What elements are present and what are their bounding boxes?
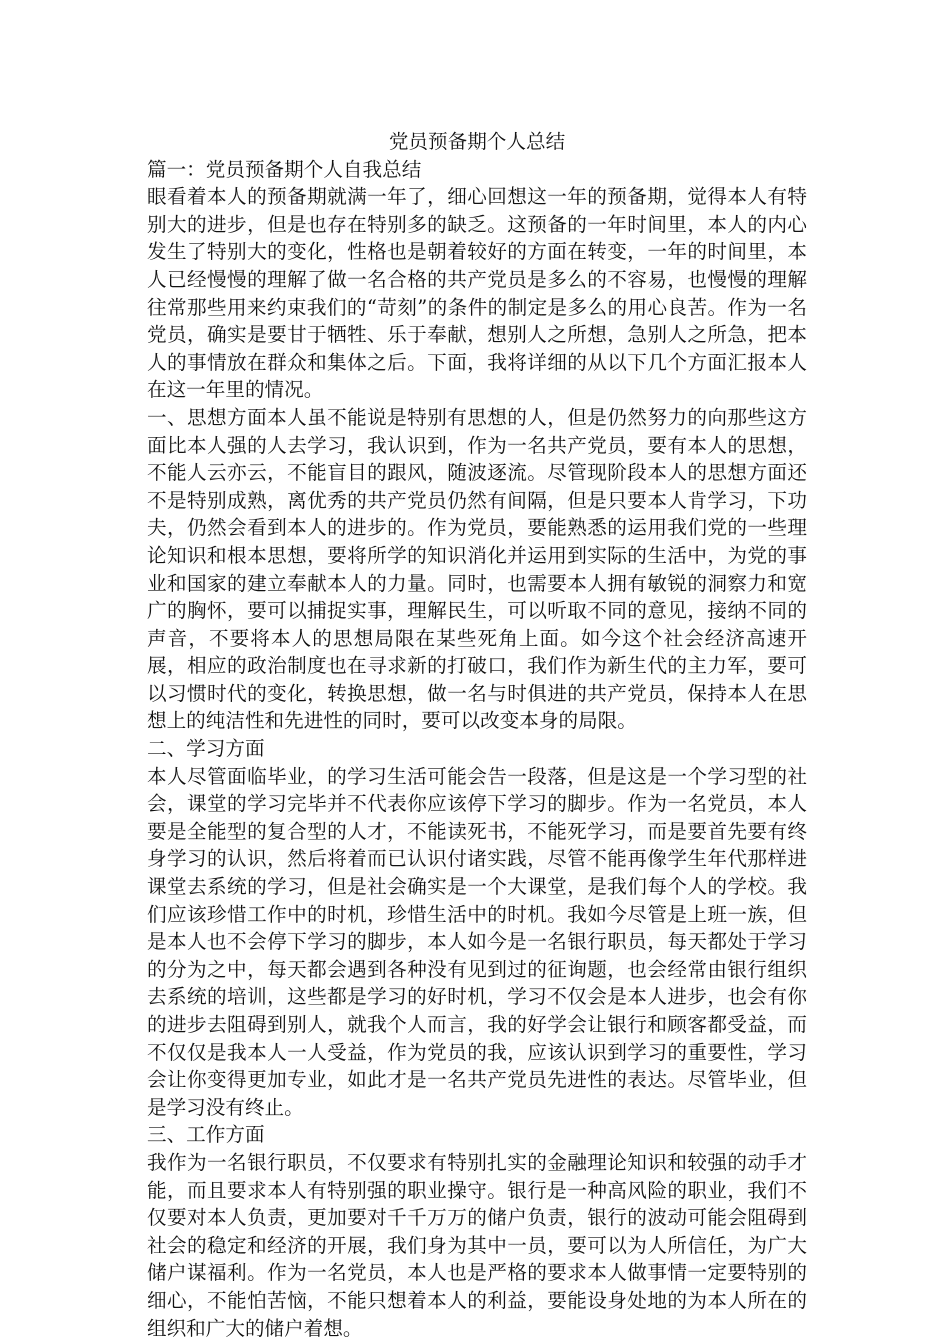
document-subtitle: 篇一：党员预备期个人自我总结 bbox=[147, 157, 422, 181]
document-title: 党员预备期个人总结 bbox=[388, 130, 566, 153]
document-page bbox=[147, 128, 807, 1342]
paragraph-study: 本人尽管面临毕业，的学习生活可能会告一段落，但是这是一个学习型的社会，课堂的学习完毕并不代表你应该停下学习的脚步。作为一名党员，本人要是全能型的复合型的人才，不能读死书，不能死学习，而是要首先要有终身学习的认识，然后将着而已认识付诸实践，尽管不能再像学生年代那样进课堂去系统的学习，但是社会确实是一个大课堂，是我们每个人的学校。我们应该珍惜工作中的时机，珍惜生活中的时机。我如今尽管是上班一族，但是本人也不会停下学习的脚步，本人如今是一名银行职员，每天都处于学习的分为之中，每天都会遇到各种没有见到过的征询题，也会经常由银行组织去系统的培训，这些都是学习的好时机，学习不仅会是本人进步，也会有你的进步去阻碍到别人，就我个人而言，我的好学会让银行和顾客都受益，而不仅仅是我本人一人受益，作为党员的我，应该认识到学习的重要性，学习会让你变得更加专业，如此才是一名共产党员先进性的表达。尽管毕业，但是学习没有终止。 bbox=[147, 764, 807, 1119]
paragraph-thought: 一、思想方面本人虽不能说是特别有思想的人，但是仍然努力的向那些这方面比本人强的人去学习，我认识到，作为一名共产党员，要有本人的思想，不能人云亦云，不能盲目的跟风，随波逐流。尽管现阶段本人的思想方面还不是特别成熟，离优秀的共产党员仍然有间隔，但是只要本人肯学习，下功夫，仍然会看到本人的进步的。作为党员，要能熟悉的运用我们党的一些理论知识和根本思想，要将所学的知识消化并运用到实际的生活中，为党的事业和国家的建立奉献本人的力量。同时，也需要本人拥有敏锐的洞察力和宽广的胸怀，要可以捕捉实事，理解民生，可以听取不同的意见，接纳不同的声音，不要将本人的思想局限在某些死角上面。如今这个社会经济高速开展，相应的政治制度也在寻求新的打破口，我们作为新生代的主力军，要可以习惯时代的变化，转换思想，做一名与时俱进的共产党员，保持本人在思想上的纯洁性和先进性的同时，要可以改变本身的局限。 bbox=[147, 405, 807, 733]
section-heading-work: 三、工作方面 bbox=[147, 1123, 265, 1147]
paragraph-intro: 眼看着本人的预备期就满一年了，细心回想这一年的预备期，觉得本人有特别大的进步，但是也存在特别多的缺乏。这预备的一年时间里，本人的内心发生了特别大的变化，性格也是朝着较好的方面在转变，一年的时间里，本人已经慢慢的理解了做一名合格的共产党员是多么的不容易，也慢慢的理解往常那些用来约束我们的“苛刻”的条件的制定是多么的用心良苦。作为一名党员，确实是要甘于牺牲、乐于奉献，想别人之所想，急别人之所急，把本人的事情放在群众和集体之后。下面，我将详细的从以下几个方面汇报本人在这一年里的情况。 bbox=[147, 185, 807, 402]
paragraph-work: 我作为一名银行职员，不仅要求有特别扎实的金融理论知识和较强的动手才能，而且要求本人有特别强的职业操守。银行是一种高风险的职业，我们不仅要对本人负责，更加要对千千万万的储户负责，银行的波动可能会阻碍到社会的稳定和经济的开展，我们身为其中一员，要可以为人所信任，为广大储户谋福利。作为一名党员，本人也是严格的要求本人做事情一定要特别的细心，不能怕苦恼，不能只想着本人的利益，要能设身处地的为本人所在的组织和广大的储户着想。 bbox=[147, 1150, 807, 1340]
section-heading-study: 二、学习方面 bbox=[147, 737, 265, 761]
